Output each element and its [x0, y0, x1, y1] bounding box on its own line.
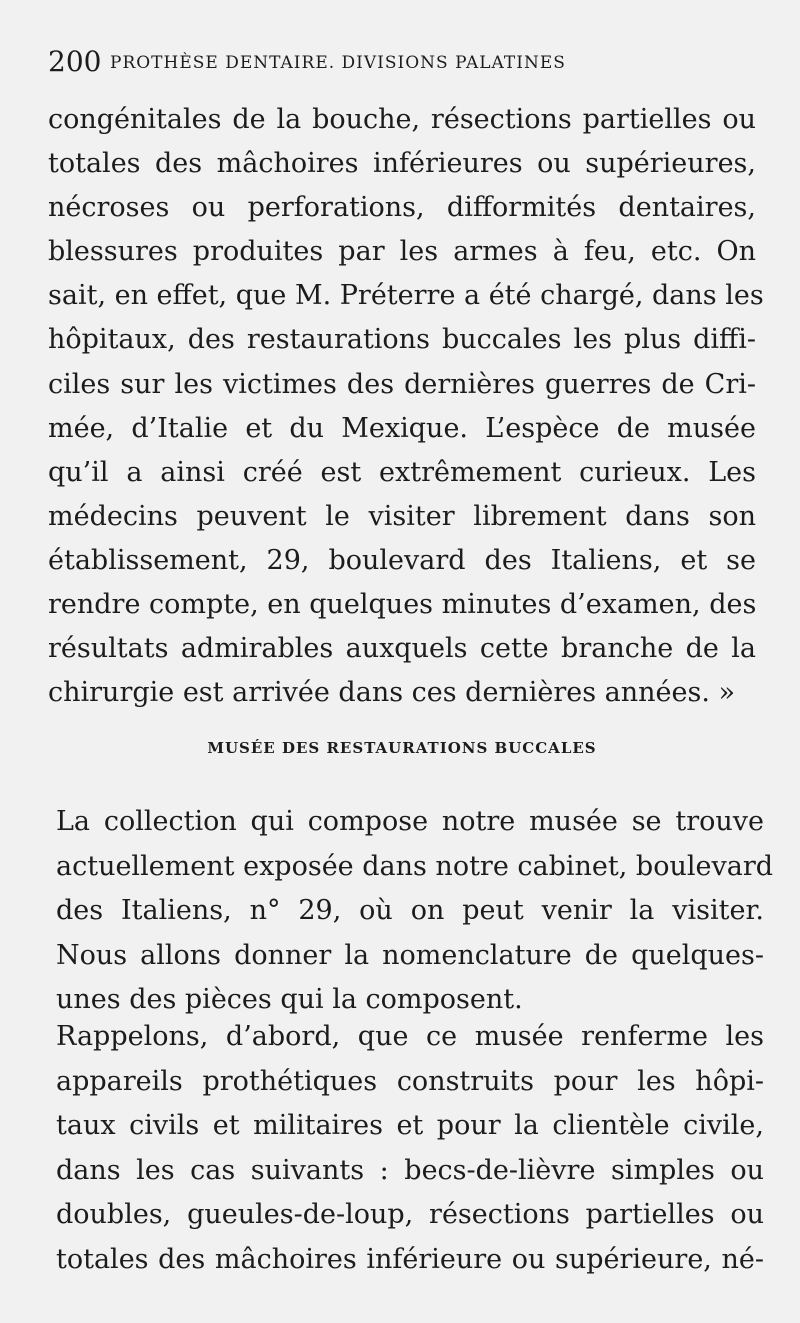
text-line: ciles sur les victimes des dernières guerres de Cri-	[48, 368, 756, 400]
text-line: mée, d’Italie et du Mexique. L’espèce de musée	[48, 412, 756, 444]
text-line: Rappelons, d’abord, que ce musée renferme les	[56, 1021, 764, 1052]
text-line: nécroses ou perforations, difformités dentaires,	[48, 192, 756, 224]
text-line: blessures produites par les armes à feu, etc. On	[48, 236, 756, 268]
paragraph-continuation	[48, 98, 764, 715]
text-line: des Italiens, n° 29, où on peut venir la visiter.	[56, 895, 764, 926]
text-line: sait, en effet, que M. Préterre a été chargé, dans les	[48, 280, 764, 312]
text-line: qu’il a ainsi créé est extrêmement curieux. Les	[48, 456, 756, 488]
text-line: hôpitaux, des restaurations buccales les plus diffi-	[48, 324, 756, 356]
text-line: actuellement exposée dans notre cabinet, boulevard	[56, 850, 774, 882]
paragraph-musee	[56, 1015, 764, 1282]
text-line: appareils prothétiques construits pour les hôpi-	[56, 1065, 764, 1097]
text-line: chirurgie est arrivée dans ces dernières années. »	[48, 677, 736, 709]
text-line: La collection qui compose notre musée se trouve	[56, 806, 764, 837]
text-line: dans les cas suivants : becs-de-lièvre simples ou	[56, 1154, 764, 1186]
text-line: unes des pièces qui la composent.	[56, 984, 523, 1015]
text-line: rendre compte, en quelques minutes d’examen, des	[48, 589, 757, 621]
text-line: totales des mâchoires inférieures ou supérieures,	[48, 148, 756, 180]
page-number: 200	[48, 45, 102, 78]
running-head: PROTHÈSE DENTAIRE. DIVISIONS PALATINES	[110, 53, 566, 73]
text-line: établissement, 29, boulevard des Italiens, et se	[48, 544, 756, 576]
text-line: doubles, gueules-de-loup, résections partielles ou	[56, 1199, 764, 1230]
page-header	[48, 44, 748, 80]
text-line: médecins peuvent le visiter librement dans son	[48, 500, 756, 532]
text-line: taux civils et militaires et pour la clientèle civile,	[56, 1110, 764, 1141]
text-line: Nous allons donner la nomenclature de quelques-	[56, 939, 764, 971]
text-line: congénitales de la bouche, résections partielles ou	[48, 104, 756, 135]
text-line: résultats admirables auxquels cette branche de la	[48, 633, 756, 665]
paragraph-collection	[56, 800, 774, 1023]
text-line: totales des mâchoires inférieure ou supérieure, né-	[56, 1243, 764, 1275]
section-heading: MUSÉE DES RESTAURATIONS BUCCALES	[207, 739, 597, 757]
